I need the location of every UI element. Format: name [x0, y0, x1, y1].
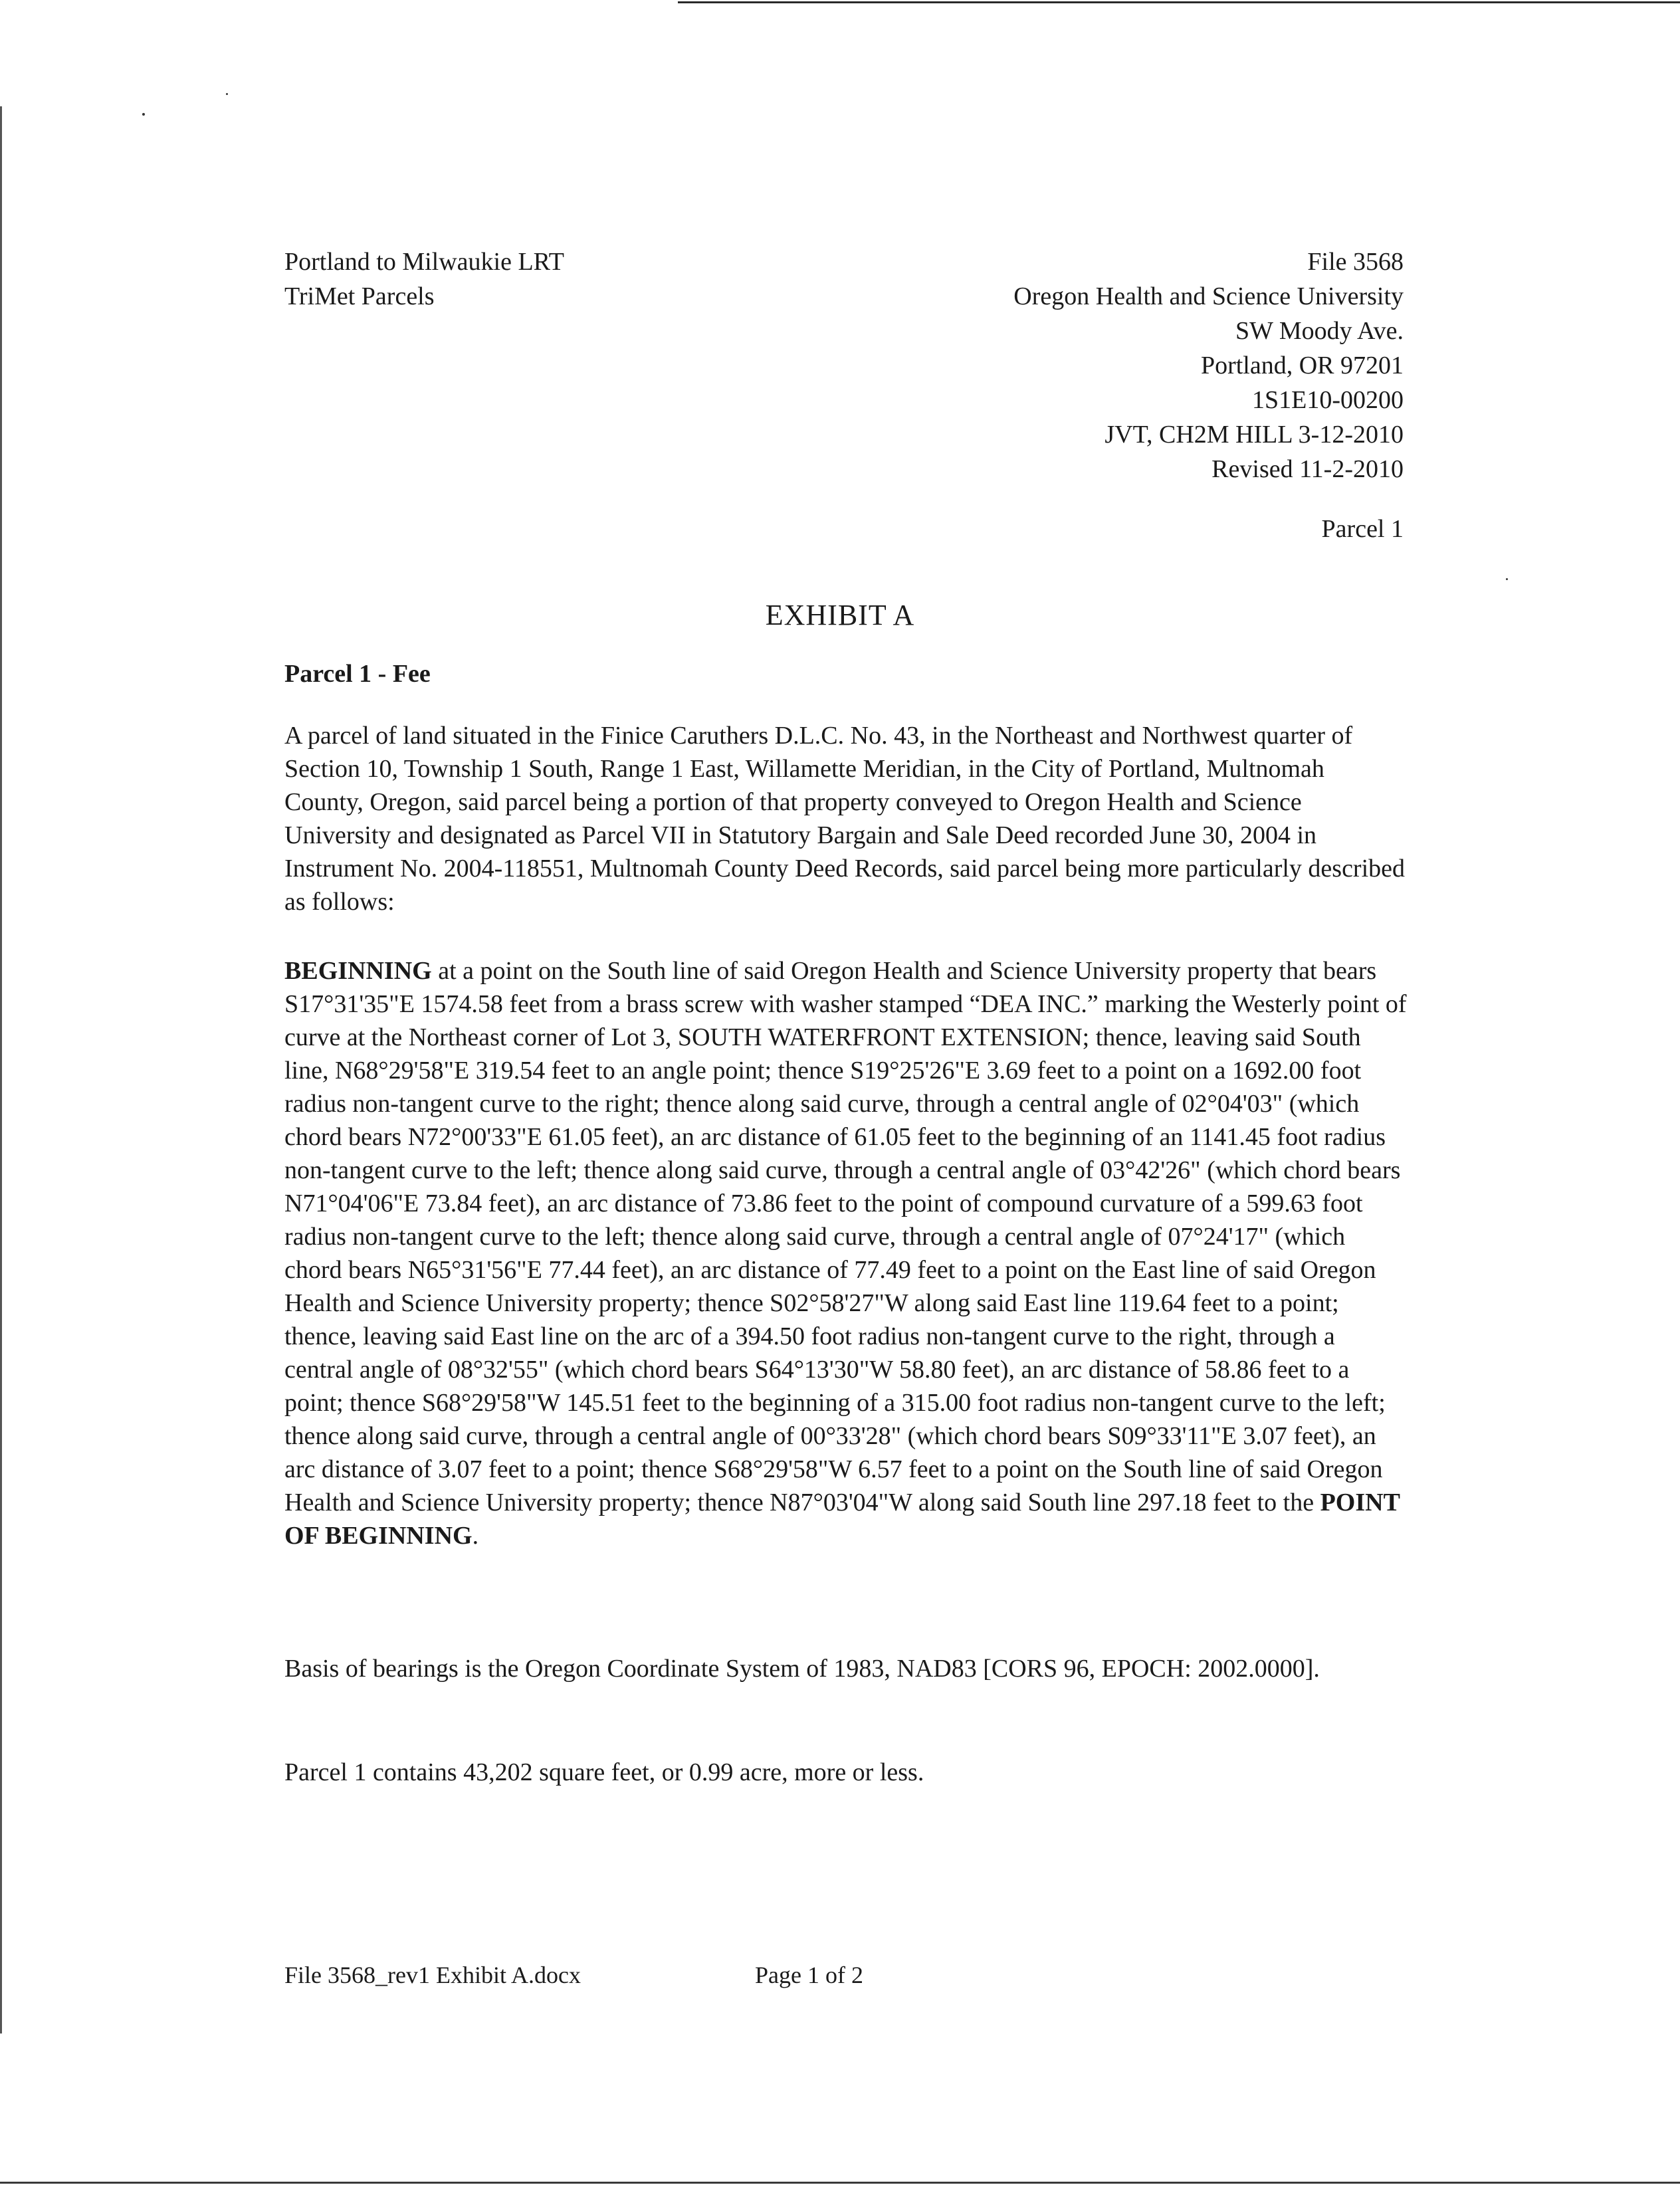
revision-date: Revised 11-2-2010 — [1211, 455, 1404, 483]
project-name: Portland to Milwaukie LRT — [284, 248, 564, 276]
legal-description-period: . — [472, 1522, 479, 1550]
project-subtitle: TriMet Parcels — [284, 282, 435, 310]
beginning-keyword: BEGINNING — [284, 957, 432, 985]
scan-speck — [142, 113, 145, 116]
exhibit-title: EXHIBIT A — [765, 599, 915, 631]
scan-speck — [1506, 578, 1508, 580]
scan-speck — [226, 93, 228, 95]
file-info-block — [1013, 245, 1404, 486]
legal-description-body: at a point on the South line of said Oregon Health and Science University property that bears S17°31'35"E 1574.58 feet from a brass screw with washer stamped “DEA INC.” marking the Westerly point of curve at the Northeast corner of Lot 3, SOUTH WATERFRONT EXTENSION; thence, leaving said South line, N68°29'58"E 319.54 feet to an angle point; thence S19°25'26"E 3.69 feet to a point on a 1692.00 foot radius non-tangent curve to the right; thence along said curve, through a central angle of 02°04'03" (which chord bears N72°00'33"E 61.05 feet), an arc distance of 61.05 feet to the beginning of an 1141.45 foot radius non-tangent curve to the left; thence along said curve, through a central angle of 03°42'26" (which chord bears N71°04'06"E 73.84 feet), an arc distance of 73.86 feet to the point of compound curvature of a 599.63 foot radius non-tangent curve to the left; thence along said curve, through a central angle of 07°24'17" (which chord bears N65°31'56"E 77.44 feet), an arc distance of 77.49 feet to a point on the East line of said Oregon Health and Science University property; thence S02°58'27"W along said East line 119.64 feet to a point; thence, leaving said East line on the arc of a 394.50 foot radius non-tangent curve to the right, through a central angle of 08°32'55" (which chord bears S64°13'30"W 58.80 feet), an arc distance of 58.86 feet to a point; thence S68°29'58"W 145.51 feet to the beginning of a 315.00 foot radius non-tangent curve to the left; thence along said curve, through a central angle of 00°33'28" (which chord bears S09°33'11"E 3.07 feet), an arc distance of 3.07 feet to a point; thence S68°29'58"W 6.57 feet to a point on the South line of said Oregon Health and Science University property; thence N87°03'04"W along said South line 297.18 feet to the — [284, 957, 1407, 1516]
scan-artifact-left-edge — [0, 106, 2, 2033]
footer-file-name: File 3568_rev1 Exhibit A.docx — [284, 1962, 581, 1988]
point-of-beginning-keyword: POINT OF BEGINNING — [284, 1489, 1400, 1550]
intro-paragraph: A parcel of land situated in the Finice Caruthers D.L.C. No. 43, in the Northeast and Northwest quarter of Section 10, Township 1 South, Range 1 East, Willamette Meridian, in the City of Portland, Multnomah County, Oregon, said parcel being a portion of that property conveyed to Oregon Health and Science University and designated as Parcel VII in Statutory Bargain and Sale Deed recorded June 30, 2004 in Instrument No. 2004-118551, Multnomah County Deed Records, said parcel being more particularly described as follows: — [284, 722, 1406, 916]
area-statement-paragraph: Parcel 1 contains 43,202 square feet, or 0.99 acre, more or less. — [284, 1758, 924, 1786]
legal-description-paragraph — [284, 954, 1408, 1552]
preparer-date: JVT, CH2M HILL 3-12-2010 — [1104, 421, 1404, 449]
footer-page-number: Page 1 of 2 — [755, 1962, 863, 1988]
basis-of-bearings-paragraph: Basis of bearings is the Oregon Coordinate System of 1983, NAD83 [CORS 96, EPOCH: 2002.0000]. — [284, 1655, 1320, 1683]
parcel-reference: Parcel 1 — [1321, 515, 1404, 543]
scan-artifact-bottom-line — [0, 2182, 1680, 2184]
section-heading: Parcel 1 - Fee — [284, 660, 431, 688]
scan-artifact-top-line — [678, 1, 1680, 3]
owner-name: Oregon Health and Science University — [1013, 282, 1404, 310]
tax-lot-number: 1S1E10-00200 — [1252, 386, 1404, 414]
project-header — [284, 245, 564, 314]
street-address: SW Moody Ave. — [1235, 317, 1404, 345]
file-number: File 3568 — [1307, 248, 1404, 276]
city-state-zip: Portland, OR 97201 — [1200, 352, 1404, 379]
